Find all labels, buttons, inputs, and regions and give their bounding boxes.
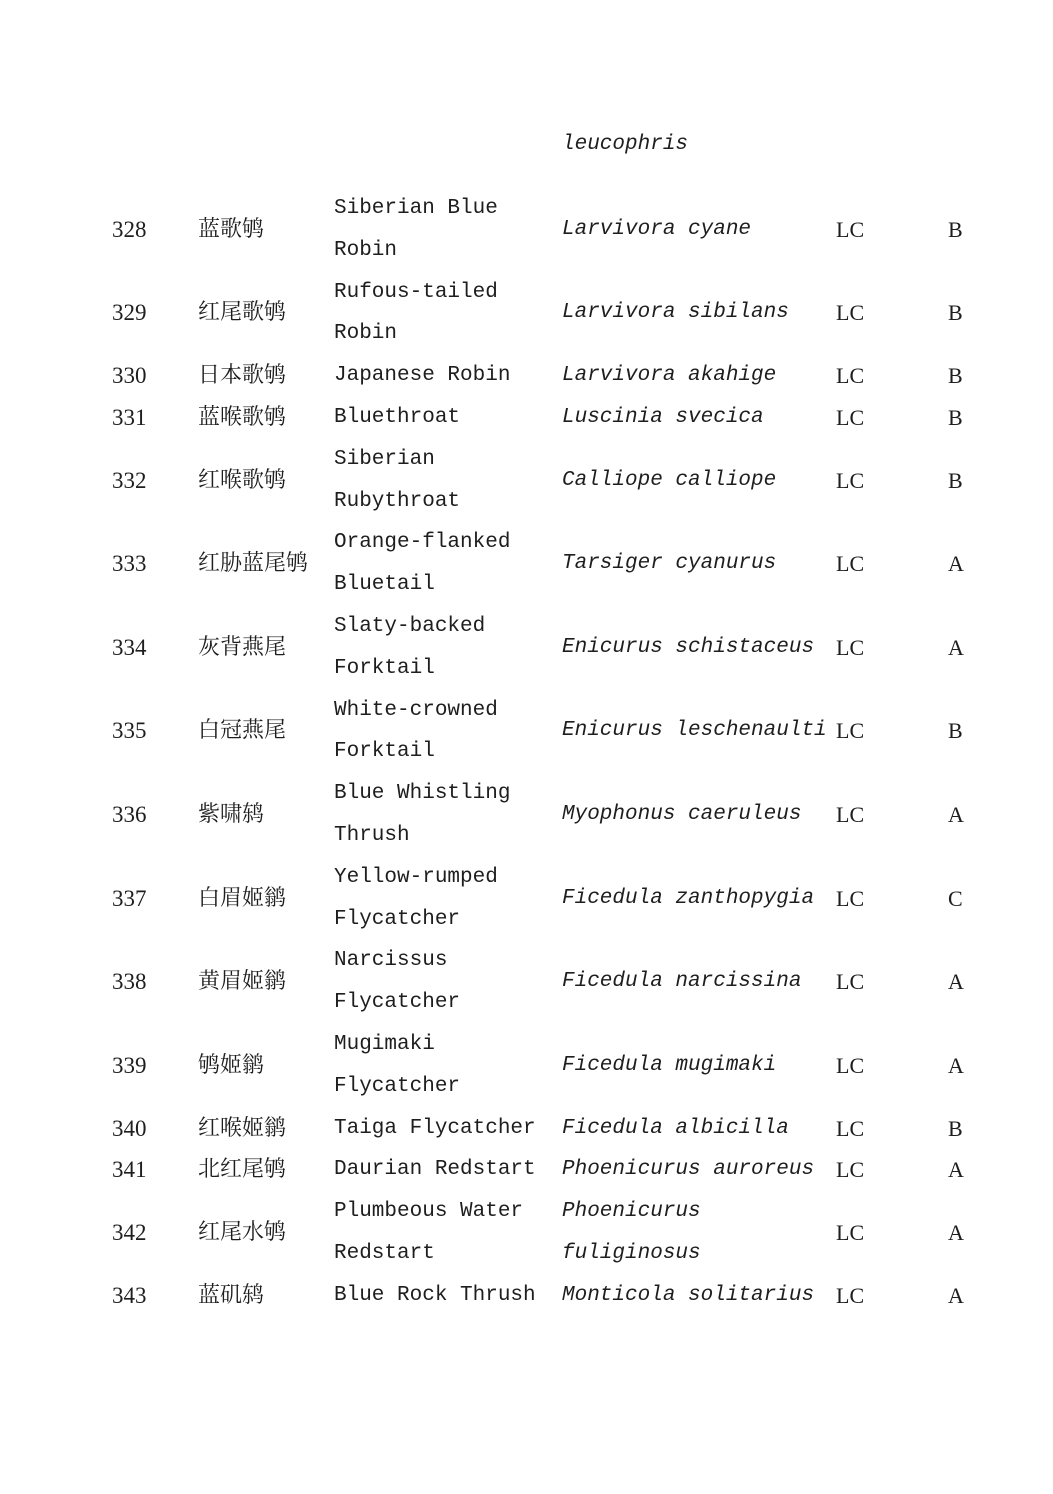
english-name: Plumbeous Water Redstart <box>334 1200 524 1265</box>
chinese-name: 日本歌鸲 <box>198 363 287 389</box>
species-number: 338 <box>112 969 147 995</box>
protection-grade: A <box>948 802 964 828</box>
scientific-name: Myophonus caeruleus <box>562 803 802 827</box>
scientific-name: Phoenicurus fuliginosus <box>562 1200 701 1265</box>
iucn-status: LC <box>836 969 865 995</box>
chinese-name: 蓝矶鸫 <box>198 1282 265 1308</box>
scientific-name: Ficedula narcissina <box>562 970 802 994</box>
english-name: Rufous-tailed Robin <box>334 280 498 346</box>
scientific-name: Larvivora cyane <box>562 217 752 241</box>
species-number: 336 <box>112 802 147 828</box>
chinese-name: 蓝歌鸲 <box>198 216 265 242</box>
iucn-status: LC <box>836 467 865 493</box>
english-name: Mugimaki Flycatcher <box>334 1032 461 1098</box>
scientific-name: Larvivora sibilans <box>562 301 789 325</box>
protection-grade: B <box>948 467 963 493</box>
protection-grade: B <box>948 1115 963 1141</box>
table-row <box>112 690 998 774</box>
iucn-status: LC <box>836 802 865 828</box>
scientific-name: Luscinia svecica <box>562 405 764 429</box>
english-name: White-crowned Forktail <box>334 698 498 764</box>
table-row <box>112 773 998 857</box>
english-name: Siberian Blue Robin <box>334 197 498 262</box>
species-number: 339 <box>112 1052 147 1078</box>
scientific-name: Enicurus schistaceus <box>562 635 815 659</box>
chinese-name: 红尾水鸲 <box>198 1220 287 1246</box>
english-name: Blue Rock Thrush <box>334 1283 536 1307</box>
iucn-status: LC <box>836 1220 865 1246</box>
scientific-name: Phoenicurus auroreus <box>562 1158 815 1182</box>
protection-grade: A <box>948 1220 964 1246</box>
english-name: Daurian Redstart <box>334 1158 536 1182</box>
species-number: 331 <box>112 404 147 430</box>
chinese-name: 白冠燕尾 <box>198 718 287 744</box>
table-row <box>112 355 998 397</box>
species-number: 333 <box>112 551 147 577</box>
protection-grade: B <box>948 718 963 744</box>
chinese-name: 蓝喉歌鸲 <box>198 404 287 430</box>
iucn-status: LC <box>836 718 865 744</box>
iucn-status: LC <box>836 634 865 660</box>
english-name: Taiga Flycatcher <box>334 1116 536 1140</box>
protection-grade: A <box>948 634 964 660</box>
chinese-name: 红胁蓝尾鸲 <box>198 551 309 577</box>
protection-grade: B <box>948 216 963 242</box>
english-name: Narcissus Flycatcher <box>334 949 461 1015</box>
english-name: Siberian Rubythroat <box>334 447 461 513</box>
species-number: 341 <box>112 1157 147 1183</box>
iucn-status: LC <box>836 1157 865 1183</box>
english-name: Blue Whistling Thrush <box>334 782 511 847</box>
species-number: 332 <box>112 467 147 493</box>
protection-grade: C <box>948 885 963 911</box>
species-number: 342 <box>112 1220 147 1246</box>
iucn-status: LC <box>836 404 865 430</box>
chinese-name: 红喉姬鹟 <box>198 1115 287 1141</box>
chinese-name: 红尾歌鸲 <box>198 300 287 326</box>
species-number: 330 <box>112 363 147 389</box>
table-row <box>112 1024 998 1108</box>
chinese-name: 白眉姬鹟 <box>198 885 287 911</box>
chinese-name: 鸲姬鹟 <box>198 1052 265 1078</box>
table-row <box>112 397 998 439</box>
protection-grade: A <box>948 969 964 995</box>
species-number: 337 <box>112 885 147 911</box>
english-name: Orange-flanked Bluetail <box>334 531 511 597</box>
protection-grade: B <box>948 300 963 326</box>
table-row <box>112 1191 998 1275</box>
table-row <box>112 606 998 690</box>
scientific-name: Enicurus leschenaulti <box>562 719 827 743</box>
species-number: 340 <box>112 1115 147 1141</box>
protection-grade: A <box>948 1157 964 1183</box>
table-row <box>112 522 998 606</box>
protection-grade: A <box>948 1282 964 1308</box>
scientific-name: Ficedula mugimaki <box>562 1053 777 1077</box>
table-row <box>112 272 998 356</box>
iucn-status: LC <box>836 216 865 242</box>
chinese-name: 灰背燕尾 <box>198 634 287 660</box>
iucn-status: LC <box>836 551 865 577</box>
species-table <box>112 188 998 1317</box>
english-name: Slaty-backed Forktail <box>334 614 486 680</box>
species-number: 334 <box>112 634 147 660</box>
species-number: 343 <box>112 1282 147 1308</box>
protection-grade: A <box>948 1052 964 1078</box>
protection-grade: A <box>948 551 964 577</box>
scientific-name: Monticola solitarius <box>562 1283 815 1307</box>
table-row <box>112 188 998 272</box>
iucn-status: LC <box>836 1052 865 1078</box>
iucn-status: LC <box>836 1115 865 1141</box>
protection-grade: B <box>948 404 963 430</box>
scientific-name: Tarsiger cyanurus <box>562 552 777 576</box>
chinese-name: 红喉歌鸲 <box>198 467 287 493</box>
english-name: Yellow-rumped Flycatcher <box>334 865 498 931</box>
protection-grade: B <box>948 363 963 389</box>
iucn-status: LC <box>836 1282 865 1308</box>
chinese-name: 黄眉姬鹟 <box>198 969 287 995</box>
chinese-name: 紫啸鸫 <box>198 802 265 828</box>
scientific-name: Ficedula zanthopygia <box>562 886 815 910</box>
species-number: 329 <box>112 300 147 326</box>
chinese-name: 北红尾鸲 <box>198 1157 287 1183</box>
table-row <box>112 1149 998 1191</box>
iucn-status: LC <box>836 885 865 911</box>
scientific-name: Calliope calliope <box>562 468 777 492</box>
table-row <box>112 857 998 941</box>
iucn-status: LC <box>836 363 865 389</box>
table-row <box>112 439 998 523</box>
scientific-name: Larvivora akahige <box>562 364 777 388</box>
table-row <box>112 940 998 1024</box>
english-name: Japanese Robin <box>334 364 511 388</box>
continued-scientific-name: leucophris <box>562 133 689 156</box>
english-name: Bluethroat <box>334 405 461 429</box>
scientific-name: Ficedula albicilla <box>562 1116 789 1140</box>
table-row <box>112 1275 998 1317</box>
table-row <box>112 1108 998 1150</box>
iucn-status: LC <box>836 300 865 326</box>
species-number: 335 <box>112 718 147 744</box>
species-number: 328 <box>112 216 147 242</box>
